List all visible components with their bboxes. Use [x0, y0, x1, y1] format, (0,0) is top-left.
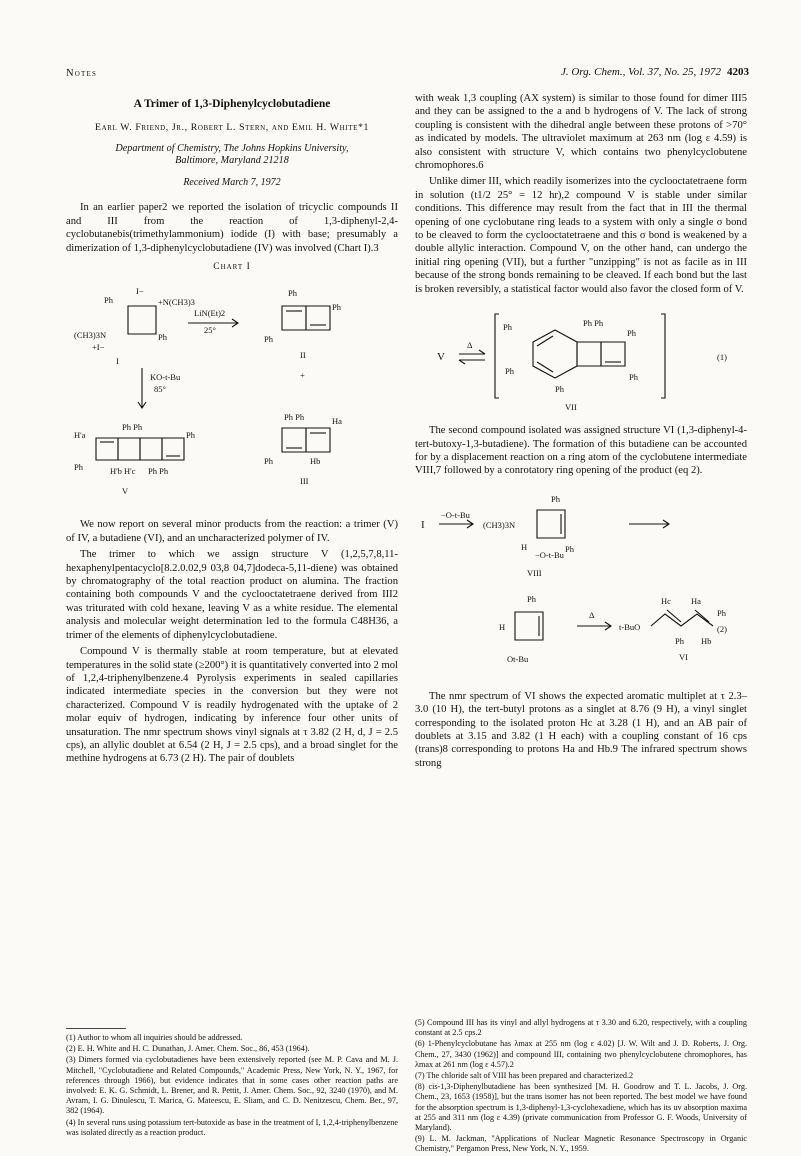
temp-1: 25° [204, 325, 216, 336]
footnote-1: (1) Author to whom all inquiries should be addressed. [66, 1033, 243, 1042]
equation-1 [415, 302, 747, 418]
footnote-8: (8) cis-1,3-Diphenylbutadiene has been synthesized [M. H. Goodrow and T. L. Jacobs, J. Org. Chem., 23, 1653 (1958)], but the trans isomer has not been reported. The best model we have found for the absorption spectrum is 1,3-diphenyl-1,3-cyclohexadiene, which has its uv absorption maxima at 255 and 311 nm (log ε 4.39) (private communication from Professor G. F. Woods, University of Maryland). [415, 1082, 747, 1133]
chart-i-structures [66, 278, 398, 510]
page-number: 4203 [727, 66, 749, 78]
t-buo-label: t-BuO [619, 621, 641, 632]
equation-2-structures [415, 484, 747, 684]
ph-label: Ph [717, 607, 726, 618]
affiliation [66, 143, 398, 168]
ph-label: Ph [503, 322, 512, 333]
eq1-number: (1) [717, 352, 727, 363]
ph-label: Ph [74, 462, 83, 473]
h-label: H [521, 541, 528, 552]
footnote-4: (4) In several runs using potassium tert-butoxide as base in the treatment of I, 1,2,4-triphenylbenzene was isolated directly as a reaction product. [66, 1117, 398, 1137]
received-date: Received March 7, 1972 [183, 177, 281, 188]
reagent-2: KO-t-Bu [150, 372, 181, 383]
phph-label: Ph Ph [284, 412, 305, 423]
vii-six-ring [533, 330, 577, 378]
nme3-label: +N(CH3)3 [158, 297, 195, 308]
compound-i-label: I [116, 356, 119, 367]
article-authors: Earl W. Friend, Jr., Robert L. Stern, and Emil H. White*1 [95, 122, 369, 134]
affiliation-line-2: Baltimore, Maryland 21218 [175, 155, 289, 167]
ot-bu-label: −O-t-Bu [535, 549, 564, 560]
chart-title: Chart I [213, 262, 251, 273]
nme3-label-b: (CH3)3N [74, 330, 107, 341]
footnote-3: (3) Dimers formed via cyclobutadienes have been extensively reported (see M. P. Cava and M. J. Mitchell, "Cyclobutadiene and Related Compounds," Academic Press, New York, N. Y., 1967, for references through 1966), but evidence indicates that in some cases other reaction paths are involved: E. K. G. Schmidt, L. Brener, and R. Pettit, J. Amer. Chem. Soc., 92, 3240 (1970), and M. Avram, I. G. Dinulescu, T. Marica, G. Mateescu, E. Sliam, and C. D. Nenitzescu, Chem. Ber., 97, 382 (1964). [66, 1055, 398, 1116]
reagent-1: LiN(Et)2 [194, 308, 226, 319]
paragraph-second-compound: The second compound isolated was assigned structure VI (1,3-diphenyl-4-tert-butoxy-1,3-butadiene). The formation of this butadiene can be accounted for by a displacement reaction on a ring atom of the cyclobutene intermediate VIII,7 followed by a conrotatory ring opening of the product (eq 2). [415, 425, 747, 477]
ph-label: Ph [158, 332, 167, 343]
ha-label: Ha [691, 595, 701, 606]
affiliation-line-1: Department of Chemistry, The Johns Hopkins University, [115, 142, 349, 154]
hb-label: Hb [310, 456, 321, 467]
iodide-label: I− [136, 286, 144, 297]
paragraph-trimer: The trimer to which we assign structure V (1,2,5,7,8,11-hexaphenylpentacyclo[8.2.0.02,9 03,8 04,7]dodeca-5,11-diene) was obtained by chromatography of the total reaction product on alumina. The fraction containing both compounds V and the cyclooctatetraene derived from III2 was triturated with cold hexane, leaving V as a white residue. The elemental analysis and molecular weight determination led to the formula C48H36, a trimer of the elements of diphenylcyclobutadiene. [66, 549, 398, 641]
paragraph-intro: In an earlier paper2 we reported the isolation of tricyclic compounds II and III from the reaction of 1,3-diphenyl-2,4-cyclobutanebis(trimethylammonium) iodide (I) with base; presumably a dimerization of 1,3-diphenylcyclobutadiene (IV) was involved (Chart I).3 [66, 202, 398, 254]
paragraph-dimer: Unlike dimer III, which readily isomerizes into the cyclooctatetraene form in solution (t1/2 25° = 12 hr),2 compound V is stable under similar conditions. This difference may result from the fact that in III the thermal opening of one cyclobutane ring leads to a system with only a single σ bond to be cleaved to form the cyclooctatetraene and this σ bond is weakened by a double allylic interaction. Compound V, on the other hand, can undergo the initial ring opening (VII), but a further "unzipping" is not as facile as in III because of the strong bonds remaining to be cleaved. If each bond but the last is broken reversibly, a statistical factor would also favor the closed form of V. [415, 176, 747, 295]
eq1-heat: Δ [467, 340, 473, 351]
journal-citation: J. Org. Chem., Vol. 37, No. 25, 1972 [560, 66, 721, 78]
compound-ii-label: II [300, 350, 306, 361]
footnote-2: (2) E. H. White and H. C. Dunathan, J. Amer. Chem. Soc., 86, 453 (1964). [66, 1044, 310, 1054]
footnote-9: (9) L. M. Jackman, "Applications of Nuclear Magnetic Resonance Spectroscopy in Organic Chemistry," Pergamon Press, New York, N. Y., 1959. [415, 1134, 747, 1154]
phph-label: Ph Ph [583, 318, 604, 329]
ot-bu-label-2: Ot-Bu [507, 653, 529, 664]
vii-ring-a [577, 342, 601, 366]
paragraph-compound-v: Compound V is thermally stable at room temperature, but at elevated temperatures in the solid state (≥200°) it is quantitatively converted into 2 mol of 1,2,4-triphenylbenzene.4 Pyrolysis experiments in sealed capillaries indicated intermediate species in the conversion but they were not characterized. Compound V is readily hydrogenated with the uptake of 2 molar equiv of hydrogen, indicating by inference four other units of unsaturation. The nmr spectrum shows vinyl signals at τ 3.82 (2 H, d, J = 2.5 cps), an allylic doublet at 6.54 (2 H, J = 2.5 cps), and a broad singlet for the methine hydrogens at 6.73 (2 H). The pair of doublets [66, 646, 398, 765]
plus-sign: + [300, 370, 305, 381]
equation-1-structures [415, 302, 747, 418]
viii-label: VIII [527, 567, 542, 578]
compound-iii-label: III [300, 476, 309, 487]
ph-label: Ph [104, 295, 113, 306]
footnote-6: (6) 1-Phenylcyclobutane has λmax at 255 nm (log ε 4.02) [J. W. Wilt and J. D. Roberts, J. Org. Chem., 27, 3430 (1962)] and compound III, containing two phenylcyclobutene chromophores, has λmax at 261 nm (log ε 4.57).2 [415, 1039, 747, 1069]
hb-label: Hb [701, 635, 712, 646]
hb-hc-label: H'b H'c [110, 466, 136, 477]
ph-label: Ph [264, 334, 273, 345]
compound-i-ring [128, 306, 156, 334]
phph-label: Ph Ph [122, 422, 143, 433]
ph-label: Ph [551, 493, 560, 504]
paragraph-coupling: with weak 1,3 coupling (AX system) is similar to those found for dimer III5 and they can be assigned to the a and b hydrogens of V. The lack of strong coupling is consistent with the dihedral angle between these protons of >70° as indicated by models. The ultraviolet maximum at 263 nm (log ε 4.59) is also consistent with structure V, which contains two phenylcyclobutene chromophores.6 [415, 93, 747, 172]
ph-label: Ph [629, 372, 638, 383]
article-title: A Trimer of 1,3-Diphenylcyclobutadiene [133, 98, 331, 110]
equation-2 [415, 484, 747, 684]
eq2-nme3: (CH3)3N [483, 519, 516, 530]
ph-label: Ph [565, 543, 574, 554]
ph-label: Ph [675, 635, 684, 646]
footnote-5: (5) Compound III has its vinyl and allyl hydrogens at τ 3.30 and 6.20, respectively, with a coupling constant at 2.5 cps.2 [415, 1018, 747, 1038]
section-header: Notes [66, 68, 98, 79]
temp-2: 85° [154, 384, 166, 395]
hc-label: Hc [661, 595, 671, 606]
footnotes-right [415, 1018, 747, 1156]
ph-label: Ph [288, 288, 297, 299]
ha-label: Ha [332, 416, 342, 427]
ph-label: Ph [264, 456, 273, 467]
ph-label: Ph [555, 384, 564, 395]
ph-label: Ph [186, 430, 195, 441]
eq2-reagent: −O-t-Bu [441, 509, 470, 520]
left-column [66, 92, 398, 769]
right-column [415, 92, 747, 773]
footnote-rule [66, 1028, 126, 1029]
ph-label: Ph [627, 328, 636, 339]
paragraph-nmr: The nmr spectrum of VI shows the expected aromatic multiplet at τ 2.3–3.0 (10 H), the tert-butyl protons as a singlet at 8.76 (9 H), a vinyl singlet corresponding to the isolated proton Hc at 3.28 (1 H), and an AB pair of doublets at 3.15 and 3.82 (1 H each) with a coupling constant of 16 cps (trans)8 corresponding to protons Ha and Hb.9 The infrared spectrum shows strong [415, 690, 747, 769]
iodide-label-b: +I− [92, 342, 105, 353]
vii-label: VII [565, 402, 577, 413]
compound-v-label: V [122, 486, 129, 497]
eq2-heat: Δ [589, 609, 595, 620]
phph-label: Ph Ph [148, 466, 169, 477]
ph-label: Ph [505, 366, 514, 377]
ph-label: Ph [332, 302, 341, 313]
eq2-start: I [421, 518, 425, 531]
ph-label: Ph [527, 593, 536, 604]
chart-i-scheme [66, 278, 398, 510]
h-label: H [499, 621, 506, 632]
compound-ii-ring-b [306, 306, 330, 330]
eq1-lhs: V [437, 351, 445, 364]
footnote-7: (7) The chloride salt of VIII has been prepared and characterized.2 [415, 1071, 634, 1081]
journal-header [561, 66, 749, 78]
paragraph-minor-products: We now report on several minor products from the reaction: a trimer (V) of IV, a butadiene (VI), and an uncharacterized polymer of IV. [66, 519, 398, 544]
ha-prime-label: H'a [74, 430, 86, 441]
eq2-number: (2) [717, 623, 727, 634]
footnotes-left [66, 1022, 398, 1139]
vi-label: VI [679, 651, 688, 662]
compound-ii-ring-a [282, 306, 306, 330]
